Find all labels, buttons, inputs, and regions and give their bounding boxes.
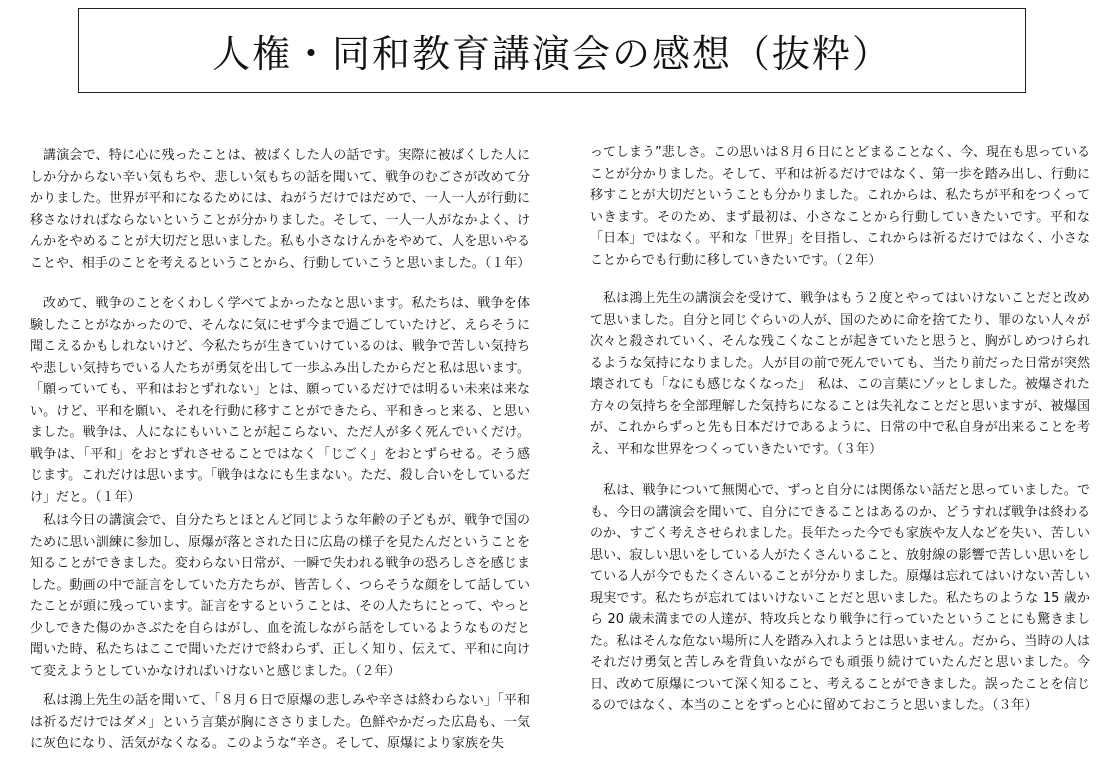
essay-paragraph: 私は、戦争について無関心で、ずっと自分には関係ない話だと思っていました。でも、今日の講演会を聞いて、自分にできることはあるのか、どうすれば戦争は終わるのか、すごく考えさせられました。長年たった今でも家族や友人などを失い、苦しい思い、寂しい思いをしている人がたくさんいること、放射線の影響で苦しい思いをしている人が今でもたくさんいることが分かりました。原爆は忘れてはいけない苦しい現実です。私たちが忘れてはいけないことだと思いました。私たちのような 15 歳から 20 歳未満までの人達が、特攻兵となり戦争に行っていたということにも驚きました。私はそんな危ない場所に人を踏み入れようとは思いません。だから、当時の人はそれだけ勇気と苦しみを背負いながらでも頑張り続けていたんだと思いました。今日、改めて原爆について深く知ること、考えることができました。誤ったことを信じるのではなく、本当のことをずっと心に留めておこうと思いました。（３年） [590, 483, 1090, 713]
essay-paragraph: 私は今日の講演会で、自分たちとほとんど同じような年齢の子どもが、戦争で国のために思い訓練に参加し、原爆が落とされた日に広島の様子を見たんだということを知ることができました。変わらない日常が、一瞬で失われる戦争の恐ろしさを感じました。動画の中で証言をしていた方たちが、皆苦しく、つらそうな顔をして話していたことが頭に残っています。証言をするということは、その人たちにとって、やっと少しできた傷のかさぶたを自らはがし、血を流しながら話をしているようなものだと聞いた時、私たちはここで聞いただけで終わらず、正しく知り、伝えて、平和に向けて変えようとしていかなければいけないと感じました。（２年） [30, 513, 530, 679]
essay-paragraph: 講演会で、特に心に残ったことは、被ばくした人の話です。実際に被ばくした人にしか分からない辛い気もちや、悲しい気もちの話を聞いて、戦争のむごさが改めて分かりました。世界が平和になるためには、ねがうだけではだめで、一人一人が行動に移さなければならないということが分かりました。そして、一人一人がなかよく、けんかをやめることが大切だと思いました。私も小さなけんかをやめて、人を思いやることや、相手のことを考えるということから、行動していこうと思いました。（１年） [30, 148, 531, 271]
essay-paragraph: 私は鴻上先生の話を聞いて、「８月６日で原爆の悲しみや辛さは終わらない」「平和は祈るだけではダメ」という言葉が胸にささりました。色鮮やかだった広島も、一気に灰色になり、活気がなくなる。このような“辛さ。そして、原爆により家族を失 [30, 693, 530, 751]
essay-paragraph-continued: ってしまう”悲しさ。この思いは８月６日にとどまることなく、今、現在も思っていることが分かりました。そして、平和は祈るだけではなく、第一歩を踏み出し、行動に移すことが大切だということも分かりました。これからは、私たちが平和をつくっていきます。そのため、まず最初は、小さなことから行動していきたいです。平和な「日本」ではなく。平和な「世界」を目指し、これからは祈るだけではなく、小さなことからでも行動に移していきたいです。（２年） [590, 145, 1090, 268]
essay-paragraph: 私は鴻上先生の講演会を受けて、戦争はもう２度とやってはいけないことだと改めて思いました。自分と同じぐらいの人が、国のために命を捨てたり、罪のない人々が次々と殺されていく、そんな残こくなことが起きていたと思うと、胸がしめつけられるような気持になりました。人が目の前で死んでいても、当たり前だった日常が突然壊されても「なにも感じなくなった」 私は、この言葉にゾッとしました。被爆された方々の気持ちを全部理解した気持ちになることは失礼なことだと思いますが、被爆国が、これからずっと先も日本だけであるように、日常の中で私自身が出来ることを考え、平和な世界をつくっていきたいです。（３年） [590, 291, 1090, 457]
document-title: 人権・同和教育講演会の感想（抜粋） [211, 32, 892, 76]
essay-paragraph: 改めて、戦争のことをくわしく学べてよかったなと思います。私たちは、戦争を体験したことがなかったので、そんなに気にせず今まで過ごしていたけど、えらそうに聞こえるかもしれないけど、今私たちが生きていけているのは、戦争で苦しい気持ちや悲しい気持ちでいる人たちが勇気を出して一歩ふみ出したからだと私は思います。「願っていても、平和はおとずれない」とは、願っているだけでは明るい未来は来ない。けど、平和を願い、それを行動に移すことができたら、平和きっと来る、と思いました。戦争は、人になにもいいことが起こらない、ただ人が多く死んでいくだけ。戦争は、「平和」をおとずれさせることではなく「じごく」をおとずらせる。そう感じます。これだけは思います。「戦争はなにも生まない。ただ、殺し合いをしているだけ」だと。（１年） [30, 296, 530, 505]
title-box [78, 8, 1026, 93]
